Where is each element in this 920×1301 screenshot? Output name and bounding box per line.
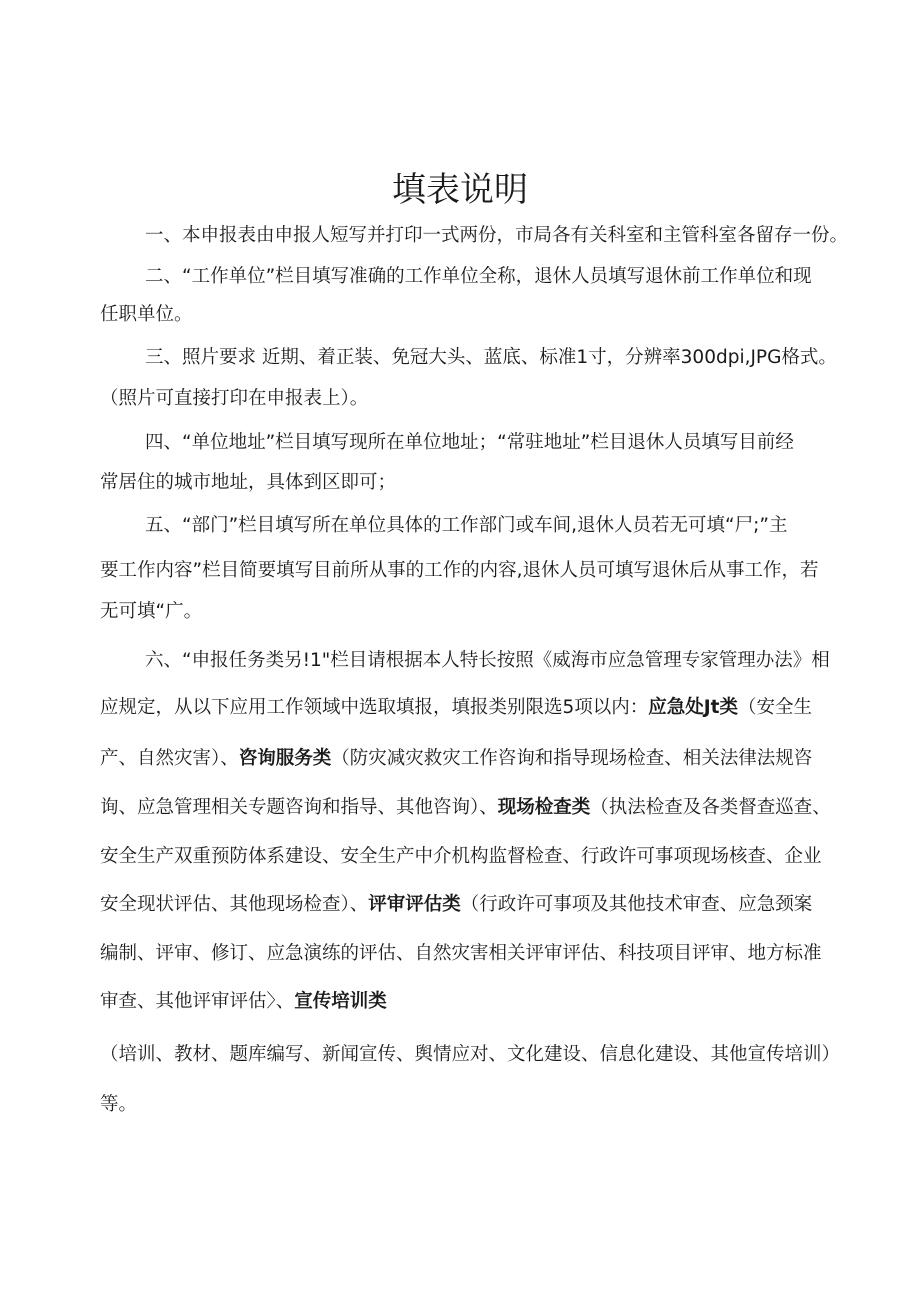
paragraph-6-line-3: 产、自然灾害）、咨询服务类（防灾减灾救灾工作咨询和指导现场检查、相关法律法规咨: [100, 748, 813, 769]
paragraph-4-line-2: 常居住的城市地址，具体到区即可；: [100, 472, 397, 493]
paragraph-6-line-4: 询、应急管理相关专题咨询和指导、其他咨询）、现场检查类（执法检查及各类督查巡查、: [100, 797, 831, 818]
category-site-inspection: 现场检查类: [497, 797, 591, 818]
paragraph-2-line-1: 二、“工作单位”栏目填写准确的工作单位全称，退休人员填写退休前工作单位和现: [145, 266, 812, 287]
page-title: 填表说明: [392, 170, 528, 210]
paragraph-6-line-8: 审查、其他评审评估〉、宣传培训类: [100, 991, 387, 1012]
paragraph-3-line-1: 三、照片要求 近期、着正装、免冠大头、蓝底、标准1寸，分辨率300dpi,JPG格式。: [145, 347, 837, 368]
category-publicity-training: 宣传培训类: [294, 991, 387, 1012]
paragraph-5-line-3: 无可填“广。: [100, 601, 203, 622]
paragraph-1-line-1: 一、本申报表由申报人短写并打印一式两份，市局各有关科室和主管科室各留存一份。: [145, 225, 849, 246]
category-emergency-handling: 应急处Jt类: [648, 697, 739, 718]
paragraph-6-line-10: 等。: [100, 1094, 138, 1115]
paragraph-5-line-1: 五、“部门”栏目填写所在单位具体的工作部门或车间,退休人员若无可填“尸;”主: [145, 515, 788, 536]
paragraph-6-line-9: （培训、教材、题库编写、新闻宣传、舆情应对、文化建设、信息化建设、其他宣传培训）: [100, 1044, 841, 1065]
paragraph-6-line-6: 安全现状评估、其他现场检查）、评审评估类（行政许可事项及其他技术审查、应急颈案: [100, 894, 813, 915]
paragraph-6-line-2: 应规定，从以下应用工作领域中选取填报，填报类别限选5项以内：应急处Jt类（安全生: [100, 697, 813, 718]
category-consulting-services: 咨询服务类: [238, 748, 332, 769]
category-review-assessment: 评审评估类: [368, 894, 461, 915]
paragraph-6-line-5: 安全生产双重预防体系建设、安全生产中介机构监督检查、行政许可事项现场核查、企业: [100, 846, 822, 867]
paragraph-2-line-2: 任职单位。: [100, 304, 193, 325]
paragraph-6-line-1: 六、“申报任务类另!1"栏目请根据本人特长按照《威海市应急管理专家管理办法》相: [145, 650, 830, 671]
paragraph-3-line-2: （照片可直接打印在申报表上）。: [100, 388, 369, 409]
paragraph-5-line-2: 要工作内容”栏目简要填写目前所从事的工作的内容,退休人员可填写退休后从事工作，若: [100, 560, 819, 581]
paragraph-6-line-7: 编制、评审、修订、应急演练的评估、自然灾害相关评审评估、科技项目评审、地方标准: [100, 943, 822, 964]
paragraph-4-line-1: 四、“单位地址”栏目填写现所在单位地址；“常驻地址”栏目退休人员填写目前经: [145, 432, 794, 453]
